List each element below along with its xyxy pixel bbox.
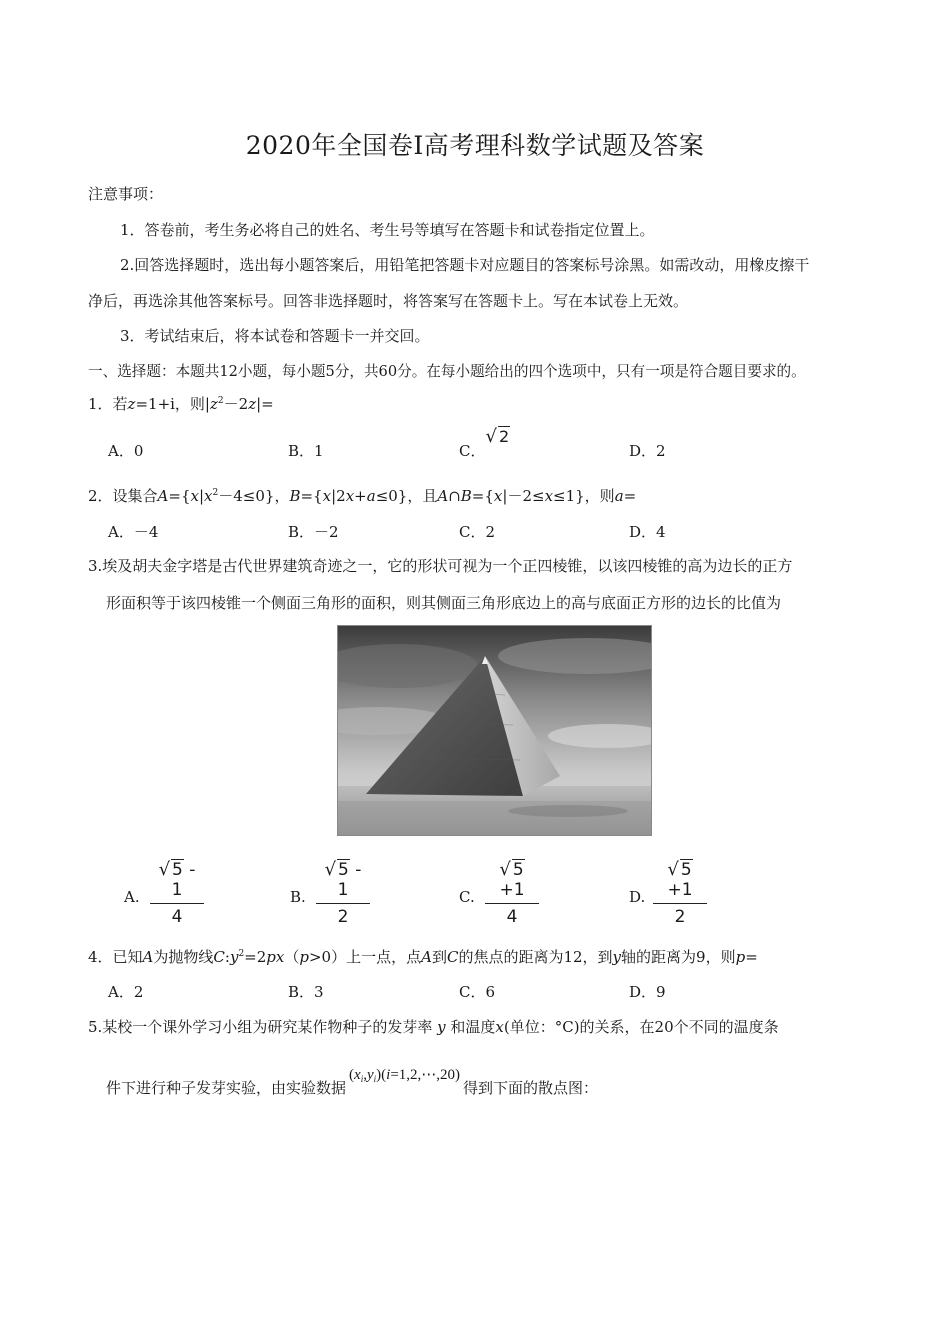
question-5-line-1: 5.某校一个课外学习小组为研究某作物种子的发芽率 y 和温度x(单位：°C)的关系，在20个不同的温度条 bbox=[88, 1018, 779, 1036]
q2-option-a: A．－4 bbox=[108, 523, 159, 541]
q2-option-b: B．－2 bbox=[288, 523, 339, 541]
section-heading: 一、选择题：本题共12小题，每小题5分，共60分。在每小题给出的四个选项中，只有一项是符合题目要求的。 bbox=[88, 363, 806, 380]
pyramid-photo bbox=[337, 625, 652, 836]
page-title: 2020年全国卷Ⅰ高考理科数学试题及答案 bbox=[245, 131, 705, 160]
notice-item-2b: 净后，再选涂其他答案标号。回答非选择题时，将答案写在答题卡上。写在本试卷上无效。 bbox=[88, 292, 689, 310]
q1-option-c: C．√ 2 bbox=[459, 426, 510, 460]
data-expression: $(x_i,y_i)(i=1,2,\cdots,20)$ bbox=[349, 1067, 461, 1084]
q3-option-c-fraction: √ 5 +1 4 bbox=[485, 859, 539, 927]
question-4-stem: 4．已知A为抛物线$C:y^2=2px(p>0)$上一点，点A到C的焦点的距离为12，到y轴的距离为9，则p= bbox=[88, 948, 758, 966]
notice-item-2a: 2.回答选择题时，选出每小题答案后，用铅笔把答题卡对应题目的答案标号涂黑。如需改动，用橡皮擦干 bbox=[120, 256, 810, 274]
notice-heading: 注意事项： bbox=[88, 185, 164, 203]
q4-option-d: D．9 bbox=[629, 983, 666, 1001]
question-2-stem: 2．设集合$A=\{x|x^2-4\le 0\}$，B={x|2x+a≤0}，且A∩B={x|－2≤x≤1}，则a= bbox=[88, 487, 637, 505]
q3-option-a-fraction: √ 5 - 1 4 bbox=[150, 859, 204, 927]
notice-item-1: 1．答卷前，考生务必将自己的姓名、考生号等填写在答题卡和试卷指定位置上。 bbox=[120, 221, 655, 239]
question-3-line-2: 形面积等于该四棱锥一个侧面三角形的面积，则其侧面三角形底边上的高与底面正方形的边长的比值为 bbox=[106, 594, 782, 612]
q1-option-b: B．1 bbox=[288, 442, 324, 460]
question-1-stem: 1．若z=1+i，则$|z^2-2z|=$ bbox=[88, 395, 274, 413]
q1-option-a: A．0 bbox=[108, 442, 144, 460]
q3-option-b-fraction: √ 5 - 1 2 bbox=[316, 859, 370, 927]
notice-item-3: 3．考试结束后，将本试卷和答题卡一并交回。 bbox=[120, 327, 430, 345]
q3-option-c-label: C. bbox=[459, 888, 475, 906]
q4-option-c: C．6 bbox=[459, 983, 496, 1001]
q4-option-a: A．2 bbox=[108, 983, 144, 1001]
q4-option-b: B．3 bbox=[288, 983, 324, 1001]
q1-option-d: D．2 bbox=[629, 442, 666, 460]
q2-option-d: D．4 bbox=[629, 523, 666, 541]
q3-option-b-label: B. bbox=[290, 888, 306, 906]
q2-option-c: C．2 bbox=[459, 523, 496, 541]
q3-option-a-label: A. bbox=[124, 888, 140, 906]
question-5-line-2: 件下进行种子发芽实验，由实验数据$(x_i,y_i)(i=1,2,\cdots,20)$得到下面的散点图： bbox=[106, 1067, 599, 1097]
q3-option-d-fraction: √ 5 +1 2 bbox=[653, 859, 707, 927]
q3-option-d-label: D. bbox=[629, 888, 646, 906]
question-3-line-1: 3.埃及胡夫金字塔是古代世界建筑奇迹之一，它的形状可视为一个正四棱锥，以该四棱锥的高为边长的正方 bbox=[88, 557, 793, 575]
